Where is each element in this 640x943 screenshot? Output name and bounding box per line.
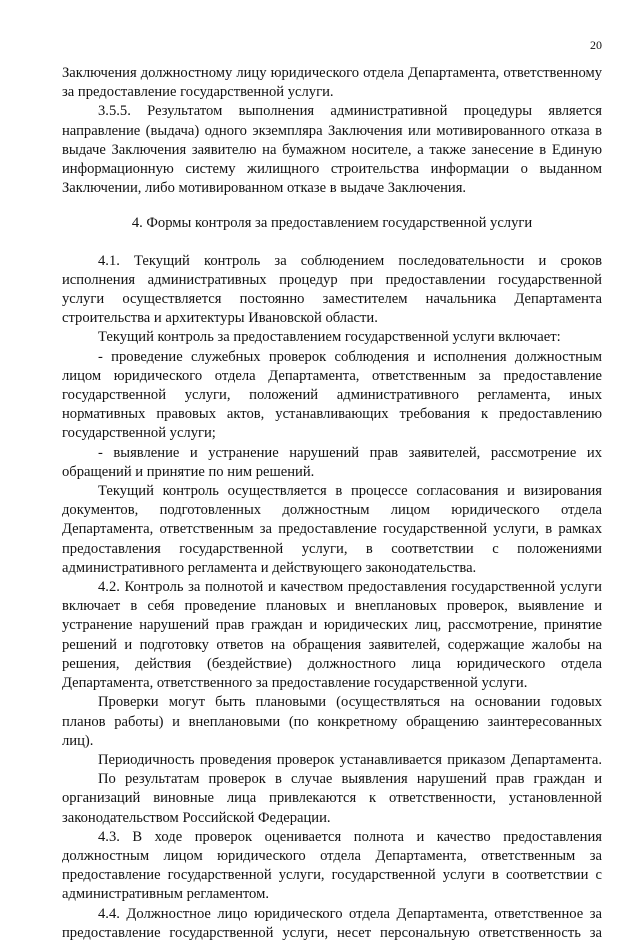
paragraph: Проверки могут быть плановыми (осуществляться на основании годовых планов работы) и внеплановыми (по конкретному обращению заинтересованных лиц).	[62, 694, 602, 749]
paragraph: 3.5.5. Результатом выполнения административной процедуры является направление (выдача) одного экземпляра Заключения или мотивированного отказа в выдаче Заключения заявителю на бумажном носителе, а также занесение в Единую информационную систему жилищного строительства информации о выданном Заключении, либо мотивированном отказе в выдаче Заключения.	[62, 103, 602, 197]
paragraph: Заключения должностному лицу юридического отдела Департамента, ответственному за предоставление государственной услуги.	[62, 65, 602, 101]
paragraph: 4.2. Контроль за полнотой и качеством предоставления государственной услуги включает в себя проведение плановых и внеплановых проверок, выявление и устранение нарушений прав граждан и юридических лиц, рассмотрение, принятие решений и подготовку ответов на обращения заявителей, содержащие жалобы на решения, действия (бездействие) должностного лица юридического отдела Департамента, ответственного за предоставление государственной услуги.	[62, 579, 602, 692]
list-item: - проведение служебных проверок соблюдения и исполнения должностным лицом юридического отдела Департамента, ответственным за предоставление государственной услуги, положений административного регламента, иных нормативных правовых актов, устанавливающих требования к предоставлению государственной услуги;	[62, 348, 602, 442]
paragraph: По результатам проверок в случае выявления нарушений прав граждан и организаций виновные лица привлекаются к ответственности, установленной законодательством Российской Федерации.	[62, 771, 602, 826]
paragraph: Текущий контроль осуществляется в процессе согласования и визирования документов, подготовленных должностным лицом юридического отдела Департамента, ответственным за предоставление государственной услуги, в рамках предоставления государственной услуги, в соответствии с положениями административного регламента и действующего законодательства.	[62, 483, 602, 576]
paragraph: Периодичность проведения проверок устанавливается приказом Департамента.	[98, 751, 602, 768]
document-body	[62, 64, 602, 943]
list-item: - выявление и устранение нарушений прав заявителей, рассмотрение их обращений и принятие по ним решений.	[62, 444, 602, 480]
paragraph: 4.3. В ходе проверок оценивается полнота и качество предоставления должностным лицом юридического отдела Департамента, ответственным за предоставление государственной услуги, государственной услуги в соответствии с административным регламентом.	[62, 828, 602, 903]
page-number: 20	[590, 38, 602, 52]
paragraph: 4.4. Должностное лицо юридического отдела Департамента, ответственное за предоставление государственной услуги, несет персональную ответственность за	[62, 905, 602, 941]
paragraph: 4.1. Текущий контроль за соблюдением последовательности и сроков исполнения административных процедур при предоставлении государственной услуги осуществляется постоянно заместителем начальника Департамента строительства и архитектуры Ивановской области.	[62, 252, 602, 327]
section-heading: 4. Формы контроля за предоставлением государственной услуги	[131, 215, 533, 232]
paragraph: Текущий контроль за предоставлением государственной услуги включает:	[98, 329, 561, 346]
